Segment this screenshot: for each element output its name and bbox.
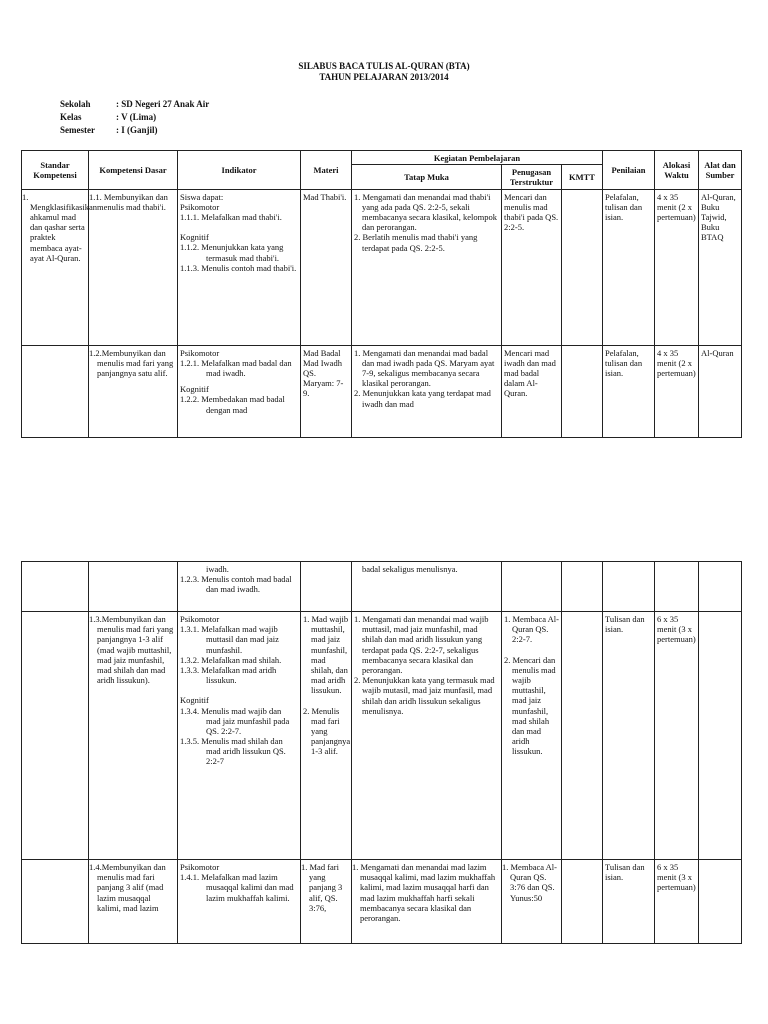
ind-1-3-5: 1.3.5. Menulis mad shilah dan mad aridh lissukun QS. 2:2-7 [180, 736, 286, 767]
ind-1-3-3: 1.3.3. Melafalkan mad aridh lissukun. [180, 664, 277, 686]
penilaian-cell: Tulisan dan isian. [603, 860, 655, 944]
kd-cell: 1.3.Membunyikan dan menulis mad fari yang panjangnya 1-3 alif (mad wajib muttashil, mad jaiz munfashil, mad shilah dan mad aridh lissukun). [89, 612, 178, 860]
penugasan-cell [502, 562, 562, 612]
materi-cell [301, 612, 352, 860]
ind-siswa: Siswa dapat: [180, 191, 224, 202]
meta-kelas [60, 112, 156, 123]
tatap-cell [352, 562, 502, 612]
materi-1: 1. Mad wajib muttashil, mad jaiz munfashil, mad shilah, dan mad aridh lissukun. [303, 614, 349, 696]
col-alat: Alat dan Sumber [699, 151, 742, 190]
alat-cell: Al-Quran, Buku Tajwid, Buku BTAQ [699, 189, 742, 345]
kd-cell: 1.1. Membunyikan dan menulis mad thabi'i. [89, 189, 178, 345]
tm-2: 2. Menunjukkan kata yang terdapat mad iwadh dan mad [354, 388, 491, 409]
pen-2: 2. Mencari dan menulis mad wajib muttashil, mad jaiz munfashil, mad shilah dan mad aridh lissukun. [504, 654, 556, 757]
ind-kognitif: Kognitif [180, 695, 209, 706]
meta-sekolah-value: : SD Negeri 27 Anak Air [116, 99, 210, 109]
tm-1: 1. Mengamati dan menandai mad badal dan mad iwadh pada QS. Maryam ayat 7-9, sekaligus membacanya secara klasikal perorangan. [354, 347, 495, 389]
tatap-cell [352, 345, 502, 437]
table-row-1-1 [22, 189, 742, 345]
ind-cont: iwadh. [206, 564, 229, 574]
col-standar: Standar Kompetensi [22, 151, 89, 190]
table-row-1-2 [22, 345, 742, 437]
indikator-cell [178, 345, 301, 437]
table-row-1-4 [22, 860, 742, 944]
alat-cell: Al-Quran [699, 345, 742, 437]
kd-cell [89, 562, 178, 612]
ind-psikomotor: Psikomotor [180, 614, 220, 624]
kmtt-cell [562, 612, 603, 860]
ind-1-2-1: 1.2.1. Melafalkan mad badal dan mad iwadh. [180, 357, 292, 378]
alokasi-cell: 4 x 35 menit (2 x pertemuan) [655, 189, 699, 345]
ind-1-2-3: 1.2.3. Menulis contoh mad badal dan mad iwadh. [180, 574, 292, 595]
ind-1-1-3: 1.1.3. Menulis contoh mad thabi'i. [180, 262, 297, 273]
alokasi-cell: 4 x 35 menit (2 x pertemuan) [655, 345, 699, 437]
ind-1-1-2: 1.1.2. Menunjukkan kata yang termasuk mad thabi'i. [180, 242, 284, 263]
title-line-2: TAHUN PELAJARAN 2013/2014 [319, 72, 449, 82]
penugasan-cell: Mencari mad iwadh dan mad mad badal dalam Al-Quran. [502, 345, 562, 437]
ind-psikomotor: Psikomotor [180, 862, 220, 872]
kmtt-cell [562, 189, 603, 345]
materi-cell: Mad Thabi'i. [301, 189, 352, 345]
indikator-cell [178, 562, 301, 612]
meta-semester [60, 125, 158, 136]
tm-1: 1. Mengamati dan menandai mad wajib muttasil, mad jaiz munfashil, mad shilah dan mad aridh lissukun yang terdapat pada QS. 2:2-7, sekaligus membacanya secara klasikal dan perorangan. [354, 614, 489, 675]
indikator-cell [178, 612, 301, 860]
ind-1-1-1: 1.1.1. Melafalkan mad thabi'i. [180, 211, 282, 222]
tm-cont: badal sekaligus menulisnya. [362, 564, 458, 574]
penilaian-cell [603, 562, 655, 612]
pen-1: 1. Membaca Al-Quran QS. 2:2-7. [504, 614, 559, 645]
col-kmtt: KMTT [562, 165, 603, 189]
ind-kognitif: Kognitif [180, 232, 209, 243]
sk-cell [22, 612, 89, 860]
kmtt-cell [562, 860, 603, 944]
kd-cell: 1.2.Membunyikan dan menulis mad fari yang panjangnya satu alif. [89, 345, 178, 437]
sk-cell [22, 860, 89, 944]
ind-1-2-2: 1.2.2. Membedakan mad badal dengan mad [180, 394, 285, 415]
tm-1: 1. Mengamati dan menandai mad thabi'i yang ada pada QS. 2:2-5, sekali membacanya secara klasikal, kelompok dan perorangan. [354, 191, 497, 233]
ind-1-3-2: 1.3.2. Melafalkan mad shilah. [180, 654, 282, 665]
col-kd: Kompetensi Dasar [89, 151, 178, 190]
alokasi-cell: 6 x 35 menit (3 x pertemuan) [655, 860, 699, 944]
indikator-cell [178, 860, 301, 944]
materi-cell: 1. Mad fari yang panjang 3 alif, QS. 3:76, [301, 860, 352, 944]
alokasi-cell [655, 562, 699, 612]
penilaian-cell: Pelafalan, tulisan dan isian. [603, 189, 655, 345]
tm-2: 2. Berlatih menulis mad thabi'i yang terdapat pada QS. 2:2-5. [354, 232, 478, 253]
meta-semester-value: : I (Ganjil) [116, 125, 158, 135]
ind-psikomotor: Psikomotor [180, 347, 220, 358]
table-row-1-3 [22, 612, 742, 860]
kmtt-cell [562, 345, 603, 437]
alat-cell [699, 612, 742, 860]
penugasan-cell: Mencari dan menulis mad thabi'i pada QS. 2:2-5. [502, 189, 562, 345]
ind-kognitif: Kognitif [180, 384, 209, 395]
sk-cell: 1. Mengklasifikasikan ahkamul mad dan qashar serta praktek membaca ayat-ayat Al-Quran. [22, 189, 89, 345]
materi-cell [301, 562, 352, 612]
syllabus-table-top [21, 150, 742, 438]
penugasan-cell [502, 612, 562, 860]
ind-1-4-1: 1.4.1. Melafalkan mad lazim musaqqal kalimi dan mad lazim mukhaffah kalimi. [180, 872, 294, 903]
sk-cell [22, 562, 89, 612]
ind-psikomotor: Psikomotor [180, 201, 220, 212]
meta-semester-label: Semester [60, 125, 95, 135]
kd-cell: 1.4.Membunyikan dan menulis mad fari panjang 3 alif (mad lazim musaqqal kalimi, mad lazim [89, 860, 178, 944]
meta-sekolah [60, 99, 209, 110]
indikator-cell [178, 189, 301, 345]
col-penugasan: Penugasan Terstruktur [502, 165, 562, 189]
meta-kelas-value: : V (Lima) [116, 112, 157, 122]
table-row-1-2-cont [22, 562, 742, 612]
materi-cell: Mad Badal Mad Iwadh QS. Maryam: 7-9. [301, 345, 352, 437]
alokasi-cell: 6 x 35 menit (3 x pertemuan) [655, 612, 699, 860]
alat-cell [699, 562, 742, 612]
col-kegiatan: Kegiatan Pembelajaran [352, 151, 603, 165]
col-penilaian: Penilaian [603, 151, 655, 190]
col-materi: Materi [301, 151, 352, 190]
sk-cell [22, 345, 89, 437]
col-indikator: Indikator [178, 151, 301, 190]
title-line-1: SILABUS BACA TULIS AL-QURAN (BTA) [298, 61, 470, 71]
syllabus-table-bottom [21, 561, 742, 944]
meta-sekolah-label: Sekolah [60, 99, 91, 109]
tatap-cell [352, 189, 502, 345]
tatap-cell [352, 612, 502, 860]
ind-1-3-4: 1.3.4. Menulis mad wajib dan mad jaiz munfashil pada QS. 2:2-7. [180, 705, 290, 736]
materi-2: 2. Menulis mad fari yang panjangnya 1-3 alif. [303, 705, 351, 757]
penugasan-cell: 1. Membaca Al-Quran QS. 3:76 dan QS. Yunus:50 [502, 860, 562, 944]
meta-kelas-label: Kelas [60, 112, 82, 122]
ind-1-3-1: 1.3.1. Melafalkan mad wajib muttasil dan mad jaiz munfashil. [180, 624, 279, 655]
penilaian-cell: Tulisan dan isian. [603, 612, 655, 860]
tatap-cell: 1. Mengamati dan menandai mad lazim musaqqal kalimi, mad lazim mukhaffah kalimi, mad lazim musaqqal harfi dan mad lazim mukhaffah harfi sekali membacanya secara klasikal dan perorangan. [352, 860, 502, 944]
alat-cell [699, 860, 742, 944]
col-tatap: Tatap Muka [352, 165, 502, 189]
penilaian-cell: Pelafalan, tulisan dan isian. [603, 345, 655, 437]
tm-2: 2. Menunjukkan kata yang termasuk mad wajib mutasil, mad jaiz munfasil, mad shilah dan aridh lissukun sekaligus menulisnya. [354, 675, 495, 716]
kmtt-cell [562, 562, 603, 612]
col-alokasi: Alokasi Waktu [655, 151, 699, 190]
